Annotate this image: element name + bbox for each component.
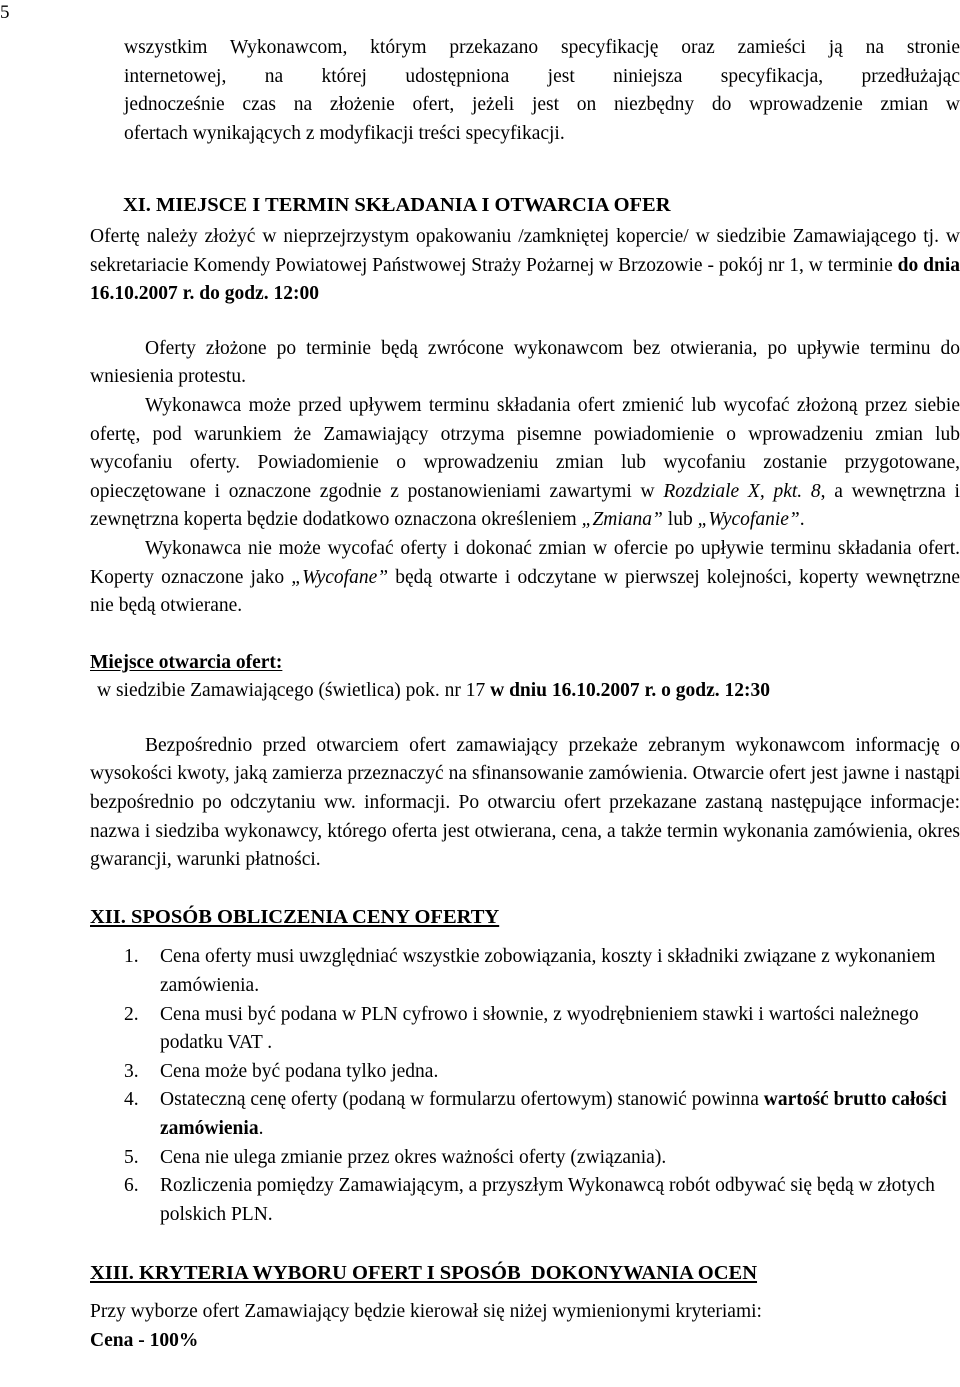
criteria-intro: Przy wyborze ofert Zamawiający będzie kierował się niżej wymienionymi kryteriami: — [90, 1300, 762, 1322]
submission-paragraph — [90, 223, 960, 309]
opening-place-text: w siedzibie Zamawiającego (świetlica) pok. nr 17 — [97, 680, 491, 702]
section-xiii-heading: XIII. KRYTERIA WYBORU OFERT I SPOSÓB DOKONYWANIA OCEN — [90, 1262, 758, 1285]
list-item-number: 4. — [124, 1089, 139, 1111]
no-withdrawal-paragraph — [90, 535, 960, 621]
withdrawal-text-c: lub — [662, 509, 698, 531]
no-withdrawal-text-b: będą otwarte i odczytane w pierwszej kolejności, koperty wewnętrzne nie będą otwierane. — [90, 566, 960, 617]
list-item-emphasis: wartość brutto całości zamówienia — [160, 1089, 947, 1139]
list-item — [124, 1058, 960, 1087]
document-body — [90, 34, 960, 1355]
section-xi-heading: XI. MIEJSCE I TERMIN SKŁADANIA I OTWARCIA OFER — [123, 194, 671, 217]
list-item-text: Cena oferty musi uwzględniać wszystkie zobowiązania, koszty i składniki związane z wykonaniem zamówienia. — [160, 946, 936, 997]
withdrawal-text-d: . — [799, 509, 805, 531]
intro-line: ofertach wynikających z modyfikacji treści specyfikacji. — [124, 122, 565, 144]
intro-paragraph — [90, 34, 960, 148]
intro-line: wszystkim Wykonawcom, którym przekazano specyfikację oraz zamieści ją na stronie — [124, 37, 960, 58]
submission-deadline: do dnia 16.10.2007 r. do godz. 12:00 — [90, 254, 960, 305]
list-item-text-end: . — [258, 1118, 264, 1139]
withdrawal-paragraph — [90, 392, 960, 535]
section-xii — [90, 903, 960, 1230]
intro-line: internetowej, na której udostępniona jest niniejsza specyfikacja, przedłużając — [124, 65, 960, 87]
list-item-number: 5. — [124, 1146, 139, 1168]
withdrawal-text-b: , a wewnętrzna i zewnętrzna koperta będzie dodatkowo oznaczona określeniem — [90, 480, 960, 531]
term-withdrawn: „Wycofane” — [291, 566, 389, 588]
withdrawal-text-a: Wykonawca może przed upływem terminu składania ofert zmienić lub wycofać złożoną przez siebie ofertę, pod warunkiem że Zamawiający otrzyma pisemne powiadomienie o wprowadzeniu zmian lub wycofaniu oferty. Powiadomienie o wprowadzeniu zmian lub wycofaniu zostanie przygotowane, opieczętowane i oznaczone zgodnie z postanowieniami zawartymi w — [90, 394, 960, 502]
list-item-text: Ostateczną cenę oferty (podaną w formularzu ofertowym) stanowić powinna — [160, 1089, 764, 1111]
price-rules-list — [90, 943, 960, 1229]
section-xi — [90, 191, 960, 874]
list-item — [124, 1086, 960, 1143]
list-item-number: 6. — [124, 1175, 139, 1197]
list-item — [124, 1172, 960, 1229]
submission-text: Ofertę należy złożyć w nieprzejrzystym opakowaniu /zamkniętej kopercie/ w siedzibie Zamawiającego tj. w sekretariacie Komendy Powiatowej Państwowej Straży Pożarnej w Brzozowie - pokój nr 1, w terminie — [90, 225, 960, 276]
chapter-reference: Rozdziale X, pkt. 8 — [663, 480, 821, 502]
list-item — [124, 943, 960, 1000]
list-item-text: Rozliczenia pomiędzy Zamawiającym, a przyszłym Wykonawcą robót odbywać się będą w złotych polskich PLN. — [160, 1175, 935, 1225]
opening-place-heading: Miejsce otwarcia ofert: — [90, 651, 283, 673]
list-item-number: 3. — [124, 1060, 139, 1082]
section-xii-heading: XII. SPOSÓB OBLICZENIA CENY OFERTY — [90, 905, 500, 928]
term-change: „Zmiana” — [581, 509, 663, 531]
list-item-text: Cena może być podana tylko jedna. — [160, 1060, 439, 1082]
list-item — [124, 1001, 960, 1058]
list-item-number: 2. — [124, 1003, 139, 1025]
list-item-number: 1. — [124, 946, 139, 968]
list-item — [124, 1144, 960, 1173]
opening-info-paragraph: Bezpośrednio przed otwarciem ofert zamawiający przekaże zebranym wykonawcom informację o wysokości kwoty, jaką zamierza przeznaczyć na sfinansowanie zamówienia. Otwarcie ofert jest jawne i nastąpi bezpośrednio po odczytaniu ww. informacji. Po otwarciu ofert przekazane zastaną następujące informacje: nazwa i siedziba wykonawcy, którego oferta jest otwierana, cena, a także termin wykonania zamówienia, okres gwarancji, warunki płatności. — [90, 734, 960, 871]
page-number: 5 — [0, 2, 10, 23]
section-xiii — [90, 1259, 960, 1355]
late-offers-paragraph: Oferty złożone po terminie będą zwrócone wykonawcom bez otwierania, po upływie terminu do wniesienia protestu. — [90, 337, 960, 388]
term-withdrawal: „Wycofanie” — [697, 509, 800, 531]
intro-line: jednocześnie czas na złożenie ofert, jeżeli jest on niezbędny do wprowadzenie zmian w — [124, 94, 960, 116]
list-item-text: Cena nie ulega zmianie przez okres ważności oferty (związania). — [160, 1146, 667, 1168]
opening-date: w dniu 16.10.2007 r. o godz. 12:30 — [490, 680, 771, 702]
list-item-text: Cena musi być podana w PLN cyfrowo i słownie, z wyodrębnieniem stawki i wartości należnego podatku VAT . — [160, 1003, 919, 1054]
no-withdrawal-text-a: Wykonawca nie może wycofać oferty i dokonać zmian w ofercie po upływie terminu składania ofert. Koperty oznaczone jako — [90, 537, 960, 588]
opening-place-paragraph — [90, 677, 960, 706]
criterion-price: Cena - 100% — [90, 1329, 199, 1351]
